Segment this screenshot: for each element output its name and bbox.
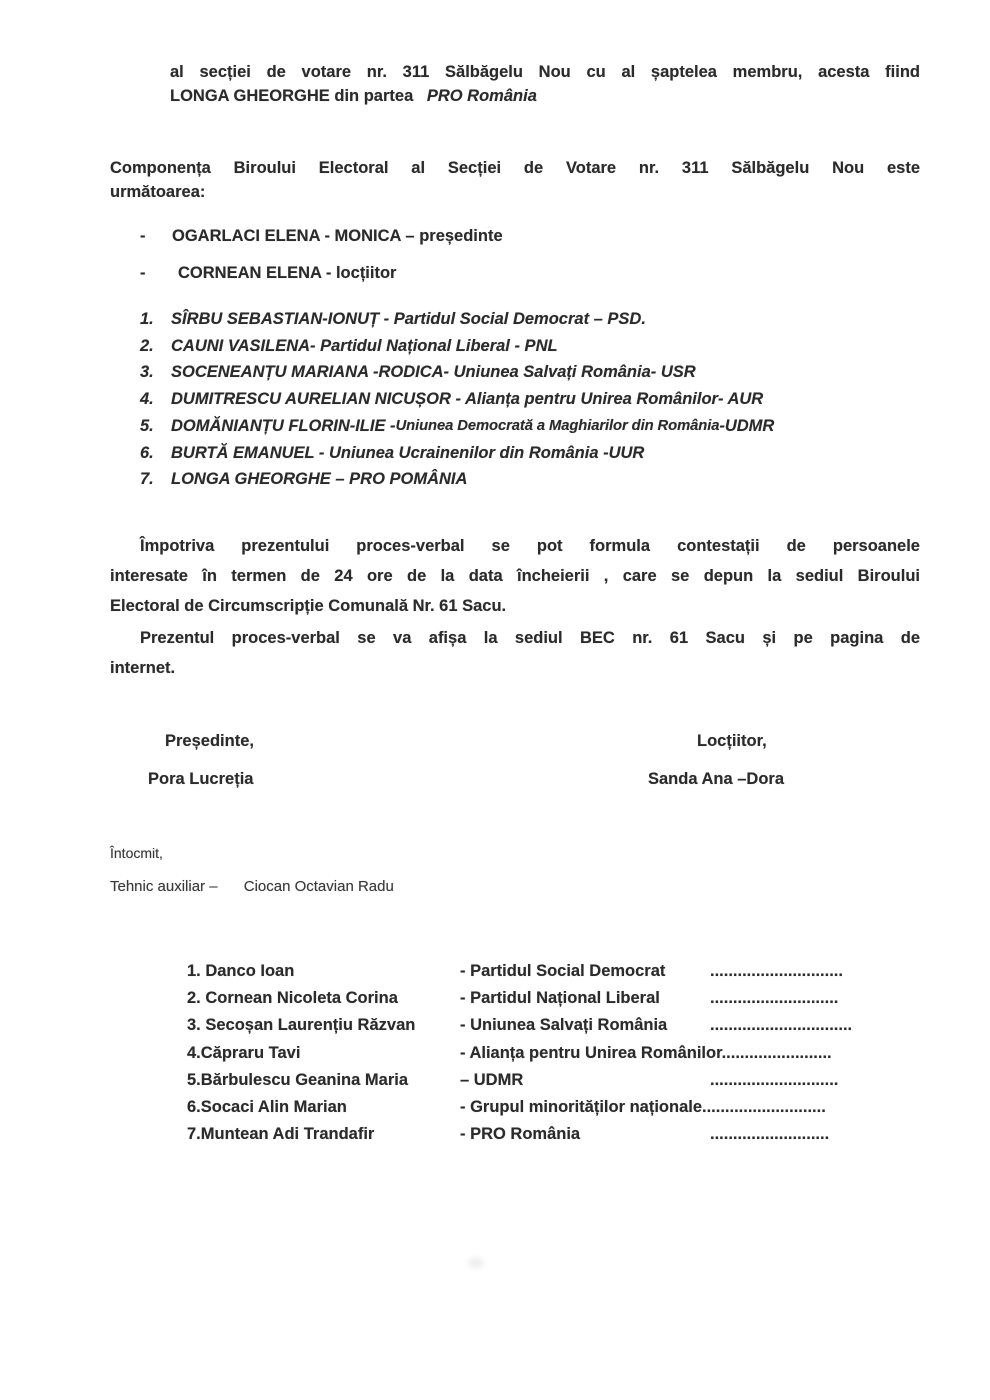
row-party: - Uniunea Salvați România <box>460 1016 668 1035</box>
row-name: 5.Bărbulescu Geanina Maria <box>187 1070 409 1089</box>
member-number: 3. <box>140 363 154 382</box>
president-title: Președinte, <box>165 732 254 750</box>
intro-line2 <box>170 84 920 108</box>
row-name: 7.Muntean Adi Trandafir <box>187 1125 375 1144</box>
member-text: SOCENEANȚU MARIANA -RODICA- Uniunea Salvați România- USR <box>171 363 696 382</box>
contestation-line1: Împotriva prezentului proces-verbal se pot formula contestații de persoanele <box>140 537 920 555</box>
table-row <box>187 1094 907 1121</box>
table-row <box>187 958 907 985</box>
row-name: 6.Socaci Alin Marian <box>187 1098 347 1117</box>
member-row-6 <box>140 440 940 467</box>
member-row-7 <box>140 466 940 493</box>
contestation-line2: interesate în termen de 24 ore de la data încheierii , care se depun la sediul Biroului <box>110 567 920 585</box>
row-party: - Partidul Național Liberal <box>460 989 660 1008</box>
prepared-by-line <box>110 878 394 895</box>
member-number: 1. <box>140 310 154 328</box>
intro-line2-text: LONGA GHEORGHE din partea <box>170 87 414 105</box>
table-row <box>187 985 907 1012</box>
member-row-4 <box>140 386 940 413</box>
row-dots: ............................. <box>710 962 843 980</box>
dash-bullet: - <box>140 227 146 245</box>
member-row-1 <box>140 306 940 333</box>
officer-deputy-text: CORNEAN ELENA - locțiitor <box>178 264 397 282</box>
member-party-small: Uniunea Democrată a Maghiarilor din România <box>395 417 720 434</box>
member-name-part: DOMĂNIANȚU FLORIN-ILIE - <box>171 416 396 435</box>
table-row <box>187 1040 907 1067</box>
officer-president-text: OGARLACI ELENA - MONICA – președinte <box>172 227 503 245</box>
intro-paragraph <box>170 60 920 108</box>
composition-heading-line1: Componența Biroului Electoral al Secției de Votare nr. 311 Sălbăgelu Nou este <box>110 159 920 177</box>
member-text: LONGA GHEORGHE – PRO POMÂNIA <box>171 470 468 489</box>
row-name: 4.Căpraru Tavi <box>187 1043 301 1062</box>
member-number: 6. <box>140 443 154 462</box>
prepared-by-label: Întocmit, <box>110 845 163 861</box>
row-party: - Partidul Social Democrat <box>460 962 666 980</box>
table-row <box>187 1067 907 1094</box>
president-name: Pora Lucreția <box>148 770 254 788</box>
signature-table <box>187 958 907 1148</box>
row-dots: ............................ <box>710 1070 839 1089</box>
row-name: 2. Cornean Nicoleta Corina <box>187 989 398 1008</box>
display-notice-paragraph <box>110 623 920 683</box>
row-dots: .......................... <box>710 1125 830 1144</box>
intro-party-name: PRO România <box>426 87 537 105</box>
prepared-by-name: Ciocan Octavian Radu <box>243 878 394 895</box>
member-text: DUMITRESCU AURELIAN NICUȘOR - Alianța pentru Unirea Românilor- AUR <box>171 390 764 409</box>
table-row <box>187 1012 907 1039</box>
intro-line1: al secției de votare nr. 311 Sălbăgelu Nou cu al șaptelea membru, acesta fiind <box>170 63 920 81</box>
member-number: 2. <box>140 336 154 355</box>
officers-list <box>140 224 920 285</box>
row-name: 1. Danco Ioan <box>187 962 295 980</box>
display-notice-line2: internet. <box>110 659 176 677</box>
contestation-paragraph <box>110 531 920 621</box>
row-dots: ............................ <box>710 989 839 1008</box>
composition-heading <box>110 156 920 204</box>
row-party: - Alianța pentru Unirea Românilor........................ <box>460 1043 832 1062</box>
member-number: 7. <box>140 470 154 489</box>
scan-smudge <box>468 1258 484 1268</box>
table-row <box>187 1121 907 1148</box>
deputy-title: Locțiitor, <box>697 732 767 750</box>
contestation-line3: Electoral de Circumscripție Comunală Nr. 61 Sacu. <box>110 597 507 615</box>
row-dots: ............................... <box>710 1016 853 1035</box>
member-number: 4. <box>140 390 154 409</box>
row-party: - PRO România <box>460 1125 581 1144</box>
display-notice-line1: Prezentul proces-verbal se va afișa la sediul BEC nr. 61 Sacu și pe pagina de <box>140 629 920 647</box>
deputy-name: Sanda Ana –Dora <box>648 770 785 788</box>
row-name: 3. Secoșan Laurențiu Răzvan <box>187 1016 416 1035</box>
dash-bullet: - <box>140 264 146 282</box>
member-text: BURTĂ EMANUEL - Uniunea Ucrainenilor din România -UUR <box>171 443 645 462</box>
prepared-by-role: Tehnic auxiliar – <box>110 878 218 895</box>
member-row-2 <box>140 333 940 360</box>
officer-row-president <box>140 224 920 248</box>
member-text: CAUNI VASILENA- Partidul Național Liberal - PNL <box>171 336 558 355</box>
member-text: SÎRBU SEBASTIAN-IONUȚ - Partidul Social Democrat – PSD. <box>171 310 646 328</box>
member-suffix: -UDMR <box>719 416 775 435</box>
row-party: - Grupul minorităților naționale........................... <box>460 1098 826 1117</box>
member-number: 5. <box>140 416 154 435</box>
member-row-3 <box>140 359 940 386</box>
officer-row-deputy <box>140 261 920 285</box>
members-list <box>140 306 940 493</box>
composition-heading-line2: următoarea: <box>110 183 206 201</box>
member-row-5 <box>140 413 940 440</box>
row-party: – UDMR <box>460 1070 524 1089</box>
